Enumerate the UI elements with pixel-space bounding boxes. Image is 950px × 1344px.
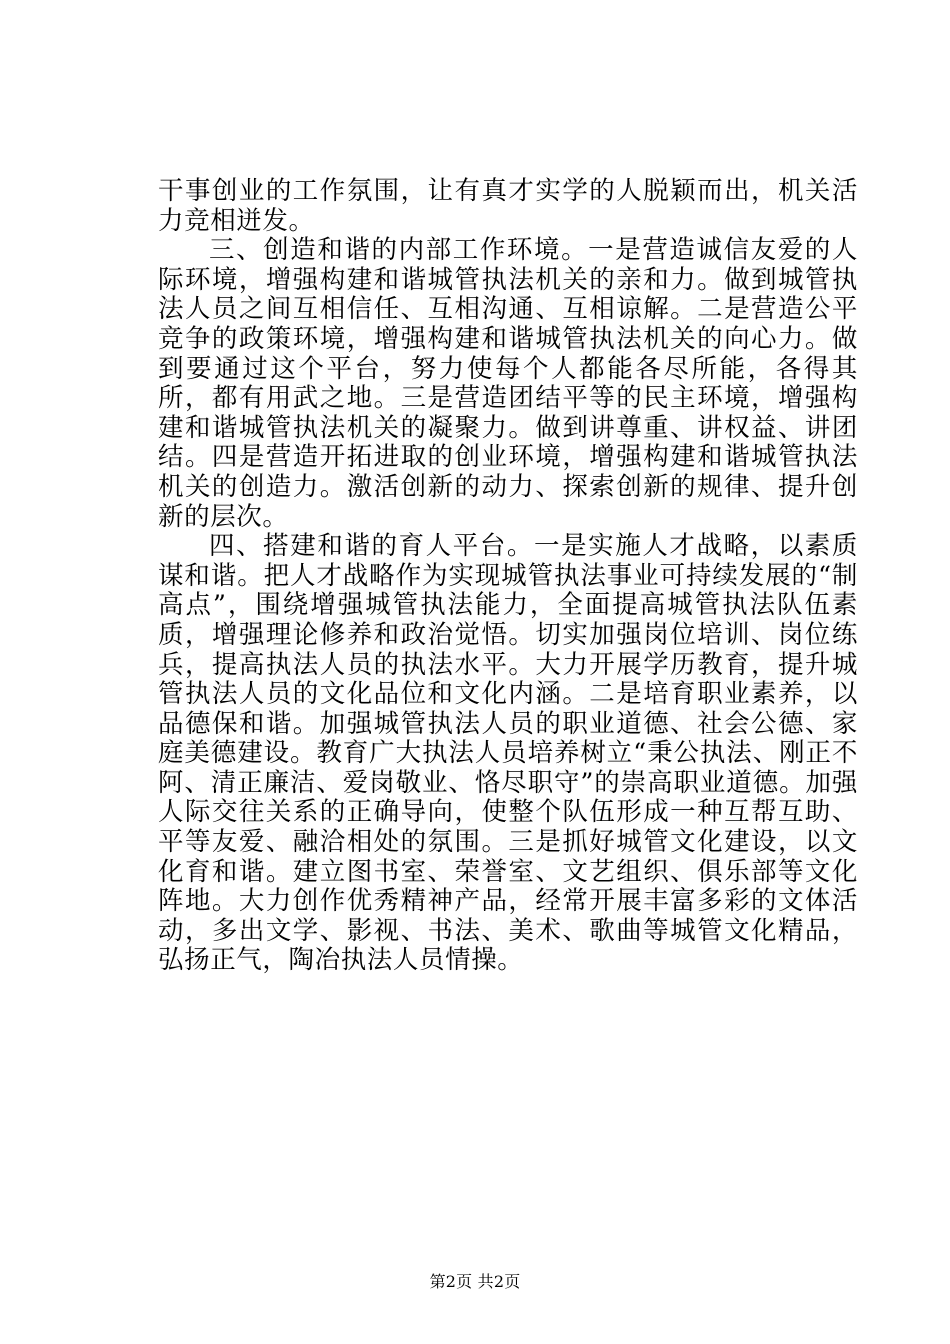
paragraph-continuation: 干事创业的工作氛围，让有真才实学的人脱颖而出，机关活力竞相迸发。	[158, 176, 858, 236]
page-number-footer: 第2页 共2页	[429, 1272, 521, 1291]
paragraph-section-four: 四、搭建和谐的育人平台。一是实施人才战略，以素质谋和谐。把人才战略作为实现城管执法事业可持续发展的“制高点”，围绕增强城管执法能力，全面提高城管执法队伍素质，增强理论修养和政治觉悟。切实加强岗位培训、岗位练兵，提高执法人员的执法水平。大力开展学历教育，提升城管执法人员的文化品位和文化内涵。二是培育职业素养，以品德保和谐。加强城管执法人员的职业道德、社会公德、家庭美德建设。教育广大执法人员培养树立“秉公执法、刚正不阿、清正廉洁、爱岗敬业、恪尽职守”的崇高职业道德。加强人际交往关系的正确导向，使整个队伍形成一种互帮互助、平等友爱、融洽相处的氛围。三是抓好城管文化建设，以文化育和谐。建立图书室、荣誉室、文艺组织、俱乐部等文化阵地。大力创作优秀精神产品，经常开展丰富多彩的文体活动，多出文学、影视、书法、美术、歌曲等城管文化精品，弘扬正气，陶冶执法人员情操。	[158, 531, 858, 976]
document-body	[158, 177, 858, 976]
paragraph-section-three: 三、创造和谐的内部工作环境。一是营造诚信友爱的人际环境，增强构建和谐城管执法机关的亲和力。做到城管执法人员之间互相信任、互相沟通、互相谅解。二是营造公平竞争的政策环境，增强构建和谐城管执法机关的向心力。做到要通过这个平台，努力使每个人都能各尽所能，各得其所，都有用武之地。三是营造团结平等的民主环境，增强构建和谐城管执法机关的凝聚力。做到讲尊重、讲权益、讲团结。四是营造开拓进取的创业环境，增强构建和谐城管执法机关的创造力。激活创新的动力、探索创新的规律、提升创新的层次。	[158, 235, 858, 532]
